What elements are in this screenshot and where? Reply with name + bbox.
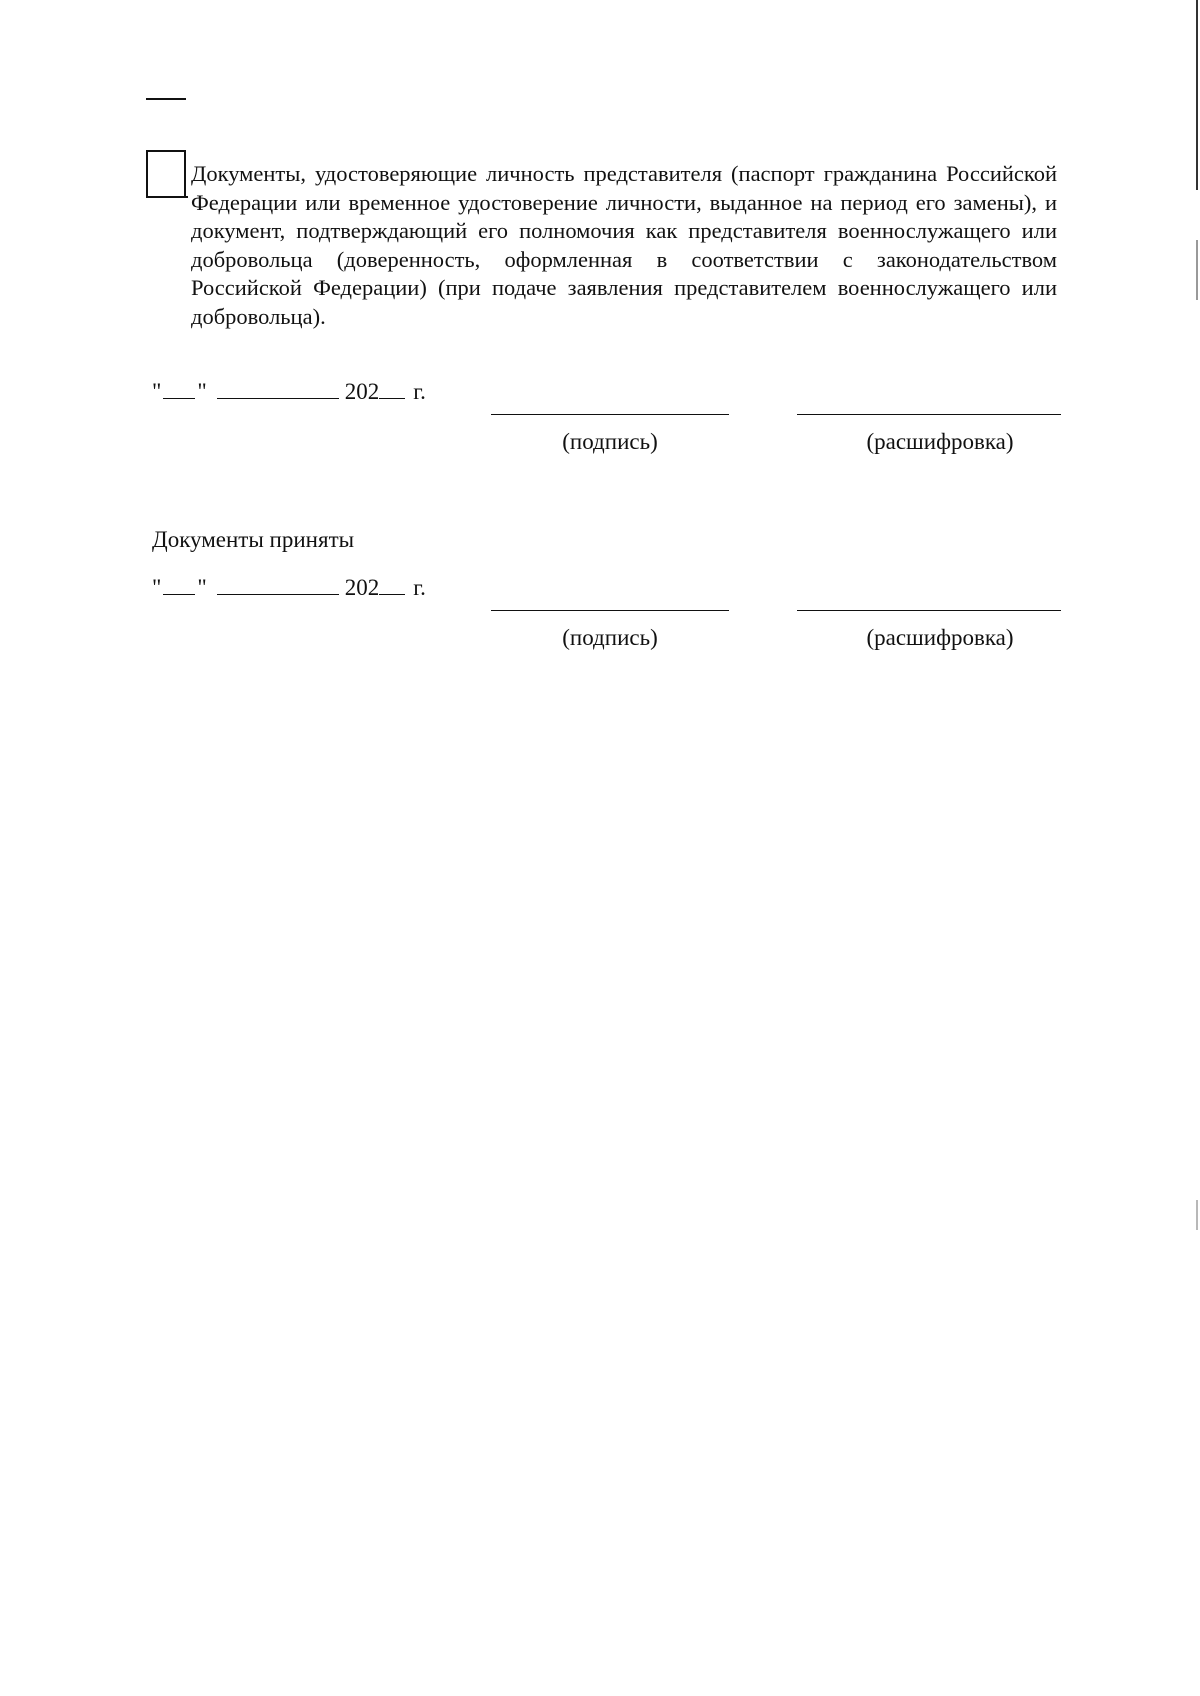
decoding-label-1: (расшифровка) [866,429,1014,454]
quote-close: " [197,575,207,600]
decoding-line-2[interactable] [797,610,1061,611]
year-blank[interactable] [379,576,405,595]
date-field-1 [152,378,426,406]
month-blank[interactable] [217,380,339,399]
representative-documents-text: Документы, удостоверяющие личность представителя (паспорт гражданина Российской Федерации или временное удостоверение личности, выданное на период его замены), и документ, подтверждающий его полномочия как представителя военнослужащего или добровольца (доверенность, оформленная в соответствии с законодательством Российской Федерации) (при подаче заявления представителем военнослужащего или добровольца). [191,161,1057,329]
top-dash-line [146,98,186,100]
month-blank[interactable] [217,576,339,595]
decoding-label-2: (расшифровка) [866,625,1014,650]
quote-open: " [152,575,162,600]
decoding-line-1[interactable] [797,414,1061,415]
year-suffix: г. [413,575,426,600]
signature-label-2: (подпись) [562,625,658,650]
quote-open: " [152,379,162,404]
quote-close: " [197,379,207,404]
year-prefix: 202 [344,379,380,404]
date-field-2 [152,574,426,602]
document-checkbox[interactable] [146,150,186,198]
day-blank[interactable] [163,576,195,595]
signature-line-1[interactable] [491,414,729,415]
day-blank[interactable] [163,380,195,399]
checkbox-underline [150,196,188,198]
year-suffix: г. [413,379,426,404]
scan-edge-mark [1196,1200,1198,1230]
scan-edge-mark [1196,240,1198,300]
signature-line-2[interactable] [491,610,729,611]
year-prefix: 202 [344,575,380,600]
year-blank[interactable] [379,380,405,399]
scan-edge-mark [1196,0,1198,190]
signature-label-1: (подпись) [562,429,658,454]
documents-accepted-heading: Документы приняты [152,527,355,552]
